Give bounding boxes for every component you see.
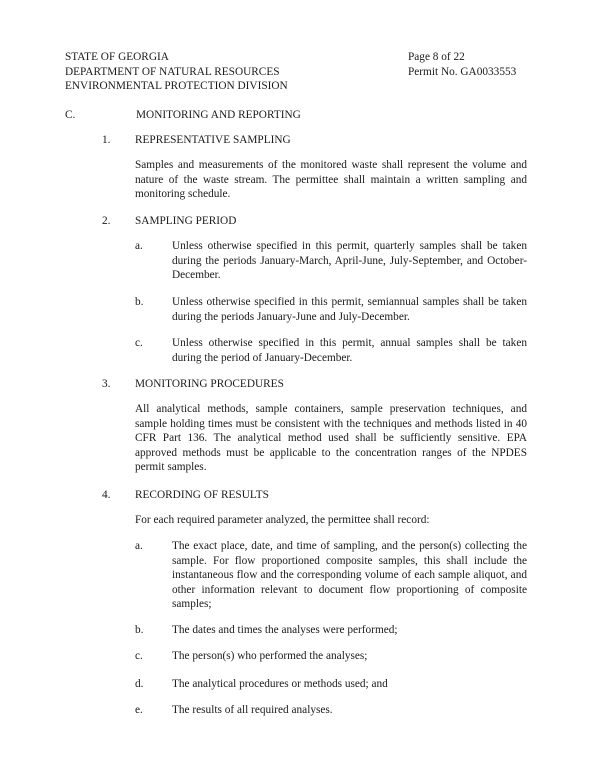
list-letter: d. <box>135 678 144 690</box>
list-letter: b. <box>135 624 144 636</box>
agency-line-3: ENVIRONMENTAL PROTECTION DIVISION <box>65 80 288 93</box>
item-number: 2. <box>102 215 111 227</box>
list-text: The dates and times the analyses were performed; <box>172 624 398 636</box>
list-text: The person(s) who performed the analyses; <box>172 650 368 662</box>
list-text: The results of all required analyses. <box>172 704 333 716</box>
agency-line-1: STATE OF GEORGIA <box>65 51 169 63</box>
item-number: 1. <box>102 134 111 146</box>
page-number: Page 8 of 22 <box>408 51 465 63</box>
item-title: REPRESENTATIVE SAMPLING <box>135 134 291 146</box>
item-number: 4. <box>102 489 111 501</box>
list-text: Unless otherwise specified in this permit, quarterly samples shall be taken during the periods January-March, April-June, July-September, and October-December. <box>172 240 527 282</box>
list-letter: c. <box>135 337 143 349</box>
list-text: The analytical procedures or methods used; and <box>172 678 388 690</box>
permit-block <box>408 50 516 79</box>
section-letter: C. <box>65 109 76 121</box>
list-letter: b. <box>135 296 144 308</box>
section-title: MONITORING AND REPORTING <box>136 109 301 121</box>
agency-block <box>65 50 288 94</box>
list-letter: a. <box>135 540 143 552</box>
list-letter: a. <box>135 240 143 252</box>
list-text: Unless otherwise specified in this permit, annual samples shall be taken during the period of January-December. <box>172 337 527 364</box>
paragraph: Samples and measurements of the monitored waste shall represent the volume and nature of the waste stream. The permittee shall maintain a written sampling and monitoring schedule. <box>135 159 527 201</box>
list-letter: e. <box>135 704 143 716</box>
list-text: The exact place, date, and time of sampling, and the person(s) collecting the sample. For flow proportioned composite samples, this shall include the instantaneous flow and the corresponding volume of each sample aliquot, and other information relevant to document flow proportioning of composite samples; <box>172 540 527 611</box>
paragraph: All analytical methods, sample containers, sample preservation techniques, and sample holding times must be consistent with the techniques and methods listed in 40 CFR Part 136. The analytical method used shall be sufficiently sensitive. EPA approved methods must be applicable to the concentration ranges of the NPDES permit samples. <box>135 403 527 474</box>
list-text: Unless otherwise specified in this permit, semiannual samples shall be taken during the periods January-June and July-December. <box>172 296 527 323</box>
item-title: RECORDING OF RESULTS <box>135 489 269 501</box>
permit-number: Permit No. GA0033553 <box>408 65 517 78</box>
list-letter: c. <box>135 650 143 662</box>
section-heading <box>65 108 553 123</box>
item-title: SAMPLING PERIOD <box>135 215 237 227</box>
item-number: 3. <box>102 378 111 390</box>
agency-line-2: DEPARTMENT OF NATURAL RESOURCES <box>65 65 280 78</box>
item-title: MONITORING PROCEDURES <box>135 378 284 390</box>
paragraph: For each required parameter analyzed, the permittee shall record: <box>135 514 430 526</box>
